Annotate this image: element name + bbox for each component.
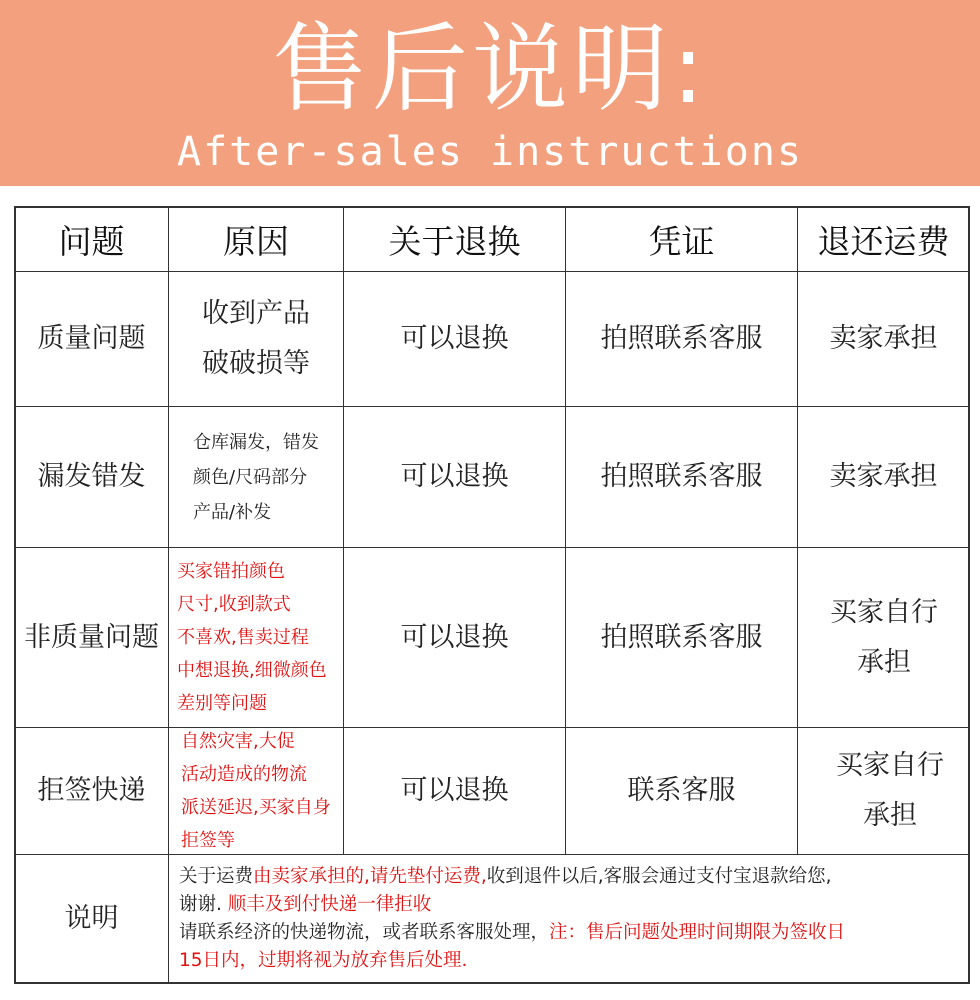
row1-reason-line: 收到产品 (202, 298, 310, 329)
row2-shipping: 卖家承担 (797, 406, 970, 548)
row3-exchange: 可以退换 (343, 547, 566, 728)
note-highlight: 顺丰及到付快递一律拒收 (227, 894, 432, 915)
row4-reason-line: 拒签等 (181, 830, 235, 851)
header-proof: 凭证 (565, 206, 798, 272)
row3-shipping (797, 547, 970, 728)
row4-problem: 拒签快递 (14, 727, 169, 855)
row2-exchange: 可以退换 (343, 406, 566, 548)
row2-problem: 漏发错发 (14, 406, 169, 548)
row1-problem: 质量问题 (14, 271, 169, 407)
note-label: 说明 (14, 854, 169, 984)
header-banner (0, 0, 980, 186)
row4-shipping-line: 承担 (863, 800, 917, 831)
row3-problem: 非质量问题 (14, 547, 169, 728)
note-content (168, 854, 970, 984)
page-subtitle: After-sales instructions (177, 129, 803, 175)
row2-reason-line: 仓库漏发，错发 (193, 431, 319, 453)
note-highlight: 由卖家承担的,请先垫付运费, (253, 866, 487, 887)
header-problem: 问题 (14, 206, 169, 272)
row3-reason-line: 差别等问题 (177, 693, 267, 714)
row2-reason (168, 406, 344, 548)
row1-exchange: 可以退换 (343, 271, 566, 407)
row4-shipping-line: 买家自行 (836, 750, 944, 781)
row4-reason (168, 727, 344, 855)
row3-shipping-line: 买家自行 (830, 596, 938, 628)
row2-proof: 拍照联系客服 (565, 406, 798, 548)
row4-exchange: 可以退换 (343, 727, 566, 855)
row2-reason-line: 产品/补发 (193, 501, 272, 523)
page-title: 售后说明: (271, 13, 709, 125)
note-text: 收到退件以后,客服会通过支付宝退款给您, (486, 866, 832, 887)
note-highlight: 15日内，过期将视为放弃售后处理. (179, 950, 468, 971)
note-text: 谢谢. (179, 894, 222, 915)
row1-proof: 拍照联系客服 (565, 271, 798, 407)
row3-reason-line: 尺寸,收到款式 (177, 594, 291, 615)
note-text: 请联系经济的快递物流，或者联系客服处理， (179, 922, 550, 943)
header-reason: 原因 (168, 206, 344, 272)
row3-shipping-line: 承担 (857, 646, 911, 678)
row4-proof: 联系客服 (565, 727, 798, 855)
header-shipping: 退还运费 (797, 206, 970, 272)
row3-reason (168, 547, 344, 728)
row4-shipping (797, 727, 970, 855)
row3-reason-line: 不喜欢,售卖过程 (177, 627, 309, 648)
row4-reason-line: 派送延迟,买家自身 (181, 797, 331, 818)
row1-reason (168, 271, 344, 407)
note-highlight: 注：售后问题处理时间期限为签收日 (549, 922, 846, 943)
row3-reason-line: 中想退换,细微颜色 (177, 660, 327, 681)
row3-proof: 拍照联系客服 (565, 547, 798, 728)
header-exchange: 关于退换 (343, 206, 566, 272)
row1-reason-line: 破破损等 (202, 348, 310, 379)
row1-shipping: 卖家承担 (797, 271, 970, 407)
row4-reason-line: 活动造成的物流 (181, 764, 307, 785)
row4-reason-line: 自然灾害,大促 (181, 731, 295, 752)
note-text: 关于运费 (179, 866, 254, 887)
row2-reason-line: 颜色/尺码部分 (193, 466, 308, 488)
row3-reason-line: 买家错拍颜色 (177, 561, 285, 582)
